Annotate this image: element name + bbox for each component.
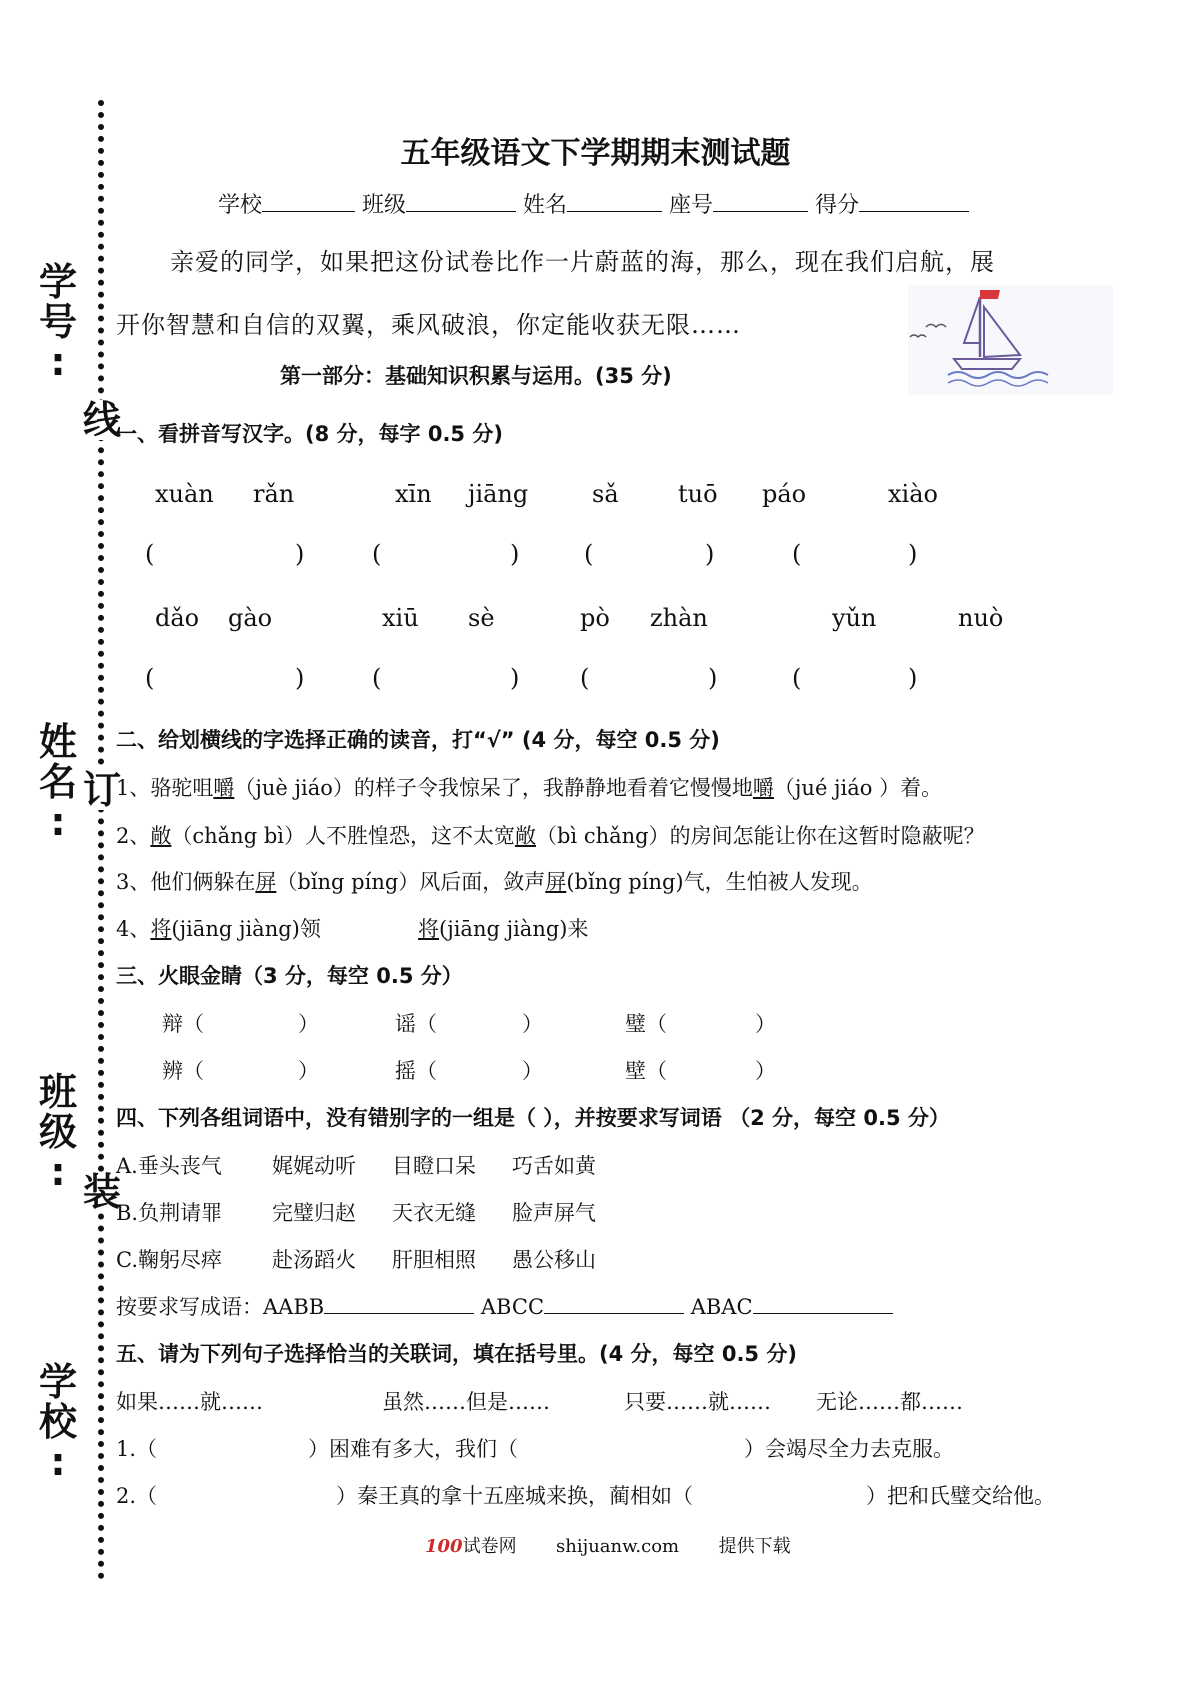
q2-sentence-2 (116, 820, 985, 850)
q2-s4-underlined-2: 将 (418, 917, 439, 941)
q1-paren-close: ) (510, 540, 520, 568)
footer-url: shijuanw.com (556, 1536, 680, 1557)
q3-item-1: 辩（ (162, 1012, 204, 1036)
q4-option-b-1: B.负荆请罪 (116, 1201, 223, 1225)
field-school-label: 学校 (218, 193, 263, 218)
q2-s1-underlined-2: 嚼 (752, 776, 774, 800)
q1-pinyin-3: xīn (395, 480, 432, 508)
q1-pinyin-12: sè (468, 604, 495, 632)
q4-option-a-2: 娓娓动听 (272, 1154, 356, 1178)
q4-option-b-2: 完璧归赵 (272, 1201, 356, 1225)
q3-close: ） (298, 1012, 319, 1036)
sailboat-illustration (908, 285, 1113, 395)
side-mark-bind: 订 (82, 768, 121, 812)
field-score-blank[interactable] (859, 210, 969, 212)
q4-option-c-3: 肝胆相照 (392, 1248, 476, 1272)
q2-title: 二、给划横线的字选择正确的读音，打“√” (4 分，每空 0.5 分) (116, 728, 720, 752)
q4-option-c-2: 赴汤蹈火 (272, 1248, 356, 1272)
q2-s2-text-c: （bì chǎng）的房间怎能让你在这暂时隐蔽呢？ (535, 824, 985, 848)
q1-paren-close: ) (705, 540, 715, 568)
q3-close: ） (298, 1059, 319, 1083)
q5-option-2: 虽然……但是…… (382, 1390, 550, 1414)
q3-item-5: 摇（ (395, 1059, 437, 1083)
side-label-school: 学 校 : (38, 1360, 77, 1484)
q5-s2-c: ）把和氏璧交给他。 (866, 1484, 1055, 1508)
q3-close: ） (522, 1012, 543, 1036)
q1-paren-open: ( (372, 664, 382, 692)
q1-pinyin-9: dǎo (155, 604, 200, 632)
q1-pinyin-5: sǎ (592, 480, 619, 508)
q3-close: ） (755, 1012, 776, 1036)
field-score-label: 得分 (815, 193, 860, 218)
q1-paren-open: ( (792, 664, 802, 692)
side-mark-line: 线 (82, 398, 121, 442)
q1-paren-close: ) (295, 664, 305, 692)
q4-write-line (116, 1291, 893, 1321)
intro-line-1: 亲爱的同学，如果把这份试卷比作一片蔚蓝的海，那么，现在我们启航，展 (170, 248, 995, 276)
q2-s4-text-c: (jiāng jiàng)来 (439, 917, 589, 941)
side-mark-mount: 装 (82, 1170, 121, 1214)
q1-pinyin-7: páo (762, 480, 807, 508)
q2-s3-text-c: (bǐng píng)气，生怕被人发现。 (566, 870, 873, 894)
q5-title: 五、请为下列句子选择恰当的关联词，填在括号里。(4 分，每空 0.5 分) (116, 1342, 797, 1366)
header-fields (218, 188, 969, 219)
q1-pinyin-10: gào (228, 604, 273, 632)
footer-site: 试卷网 (462, 1536, 517, 1557)
q1-pinyin-16: nuò (958, 604, 1004, 632)
q4-option-a-1: A.垂头丧气 (116, 1154, 222, 1178)
field-seat-label: 座号 (669, 193, 714, 218)
q4-option-c-4: 愚公移山 (512, 1248, 596, 1272)
side-label-class: 班 级 : (38, 1070, 77, 1194)
field-name-label: 姓名 (523, 193, 568, 218)
q2-s1-text-b: （juè jiáo）的样子令我惊呆了，我静静地看着它慢慢地 (234, 776, 753, 800)
q5-option-1: 如果……就…… (116, 1390, 263, 1414)
q2-s4-text-a: 4、 (116, 917, 151, 941)
q2-s1-text-a: 1、骆驼咀 (116, 776, 214, 800)
q1-paren-open: ( (580, 664, 590, 692)
q4-option-a-4: 巧舌如黄 (512, 1154, 596, 1178)
intro-line-2: 开你智慧和自信的双翼，乘风破浪，你定能收获无限…… (116, 311, 741, 339)
q2-s4-text-b: (jiāng jiàng)领 (171, 917, 321, 941)
q4-option-a-3: 目瞪口呆 (392, 1154, 476, 1178)
q1-paren-close: ) (908, 664, 918, 692)
q2-sentence-3 (116, 866, 873, 896)
q2-sentence-1 (116, 772, 942, 802)
q1-paren-open: ( (792, 540, 802, 568)
q5-s2-a: 2.（ (116, 1484, 158, 1508)
q2-s2-text-a: 2、 (116, 824, 151, 848)
q1-pinyin-1: xuàn (155, 480, 214, 508)
q2-s2-underlined-2: 敞 (514, 824, 536, 848)
q4-aabb-blank[interactable] (324, 1312, 474, 1314)
q1-paren-close: ) (510, 664, 520, 692)
q3-close: ） (755, 1059, 776, 1083)
q3-item-3: 璧（ (625, 1012, 667, 1036)
q5-option-3: 只要……就…… (624, 1390, 771, 1414)
footer-logo: 100 (425, 1536, 463, 1557)
q1-paren-open: ( (145, 540, 155, 568)
q4-abac-blank[interactable] (753, 1312, 893, 1314)
q3-item-4: 辨（ (162, 1059, 204, 1083)
footer (425, 1532, 791, 1558)
q2-s2-underlined-1: 敞 (150, 824, 172, 848)
q1-pinyin-15: yǔn (832, 604, 877, 632)
q1-paren-open: ( (145, 664, 155, 692)
q2-s3-text-b: （bǐng píng）风后面，敛声 (276, 870, 546, 894)
q3-item-6: 壁（ (625, 1059, 667, 1083)
field-seat-blank[interactable] (713, 210, 808, 212)
q4-option-b-4: 脸声屏气 (512, 1201, 596, 1225)
q5-s1-b: ）困难有多大，我们（ (308, 1437, 518, 1461)
side-label-name: 姓 名 : (38, 720, 77, 844)
q1-pinyin-8: xiào (888, 480, 938, 508)
q3-item-2: 谣（ (395, 1012, 437, 1036)
q4-option-b-3: 天衣无缝 (392, 1201, 476, 1225)
q4-option-c-1: C.鞠躬尽瘁 (116, 1248, 222, 1272)
q5-s1-a: 1.（ (116, 1437, 158, 1461)
q4-title: 四、下列各组词语中，没有错别字的一组是（ ），并按要求写词语 （2 分，每空 0.5 分） (116, 1106, 950, 1130)
q1-pinyin-13: pò (580, 604, 610, 632)
page-title: 五年级语文下学期期末测试题 (400, 136, 791, 171)
field-class-label: 班级 (362, 193, 407, 218)
q1-pinyin-2: rǎn (253, 480, 295, 508)
q1-pinyin-4: jiāng (468, 480, 529, 508)
side-label-student-no: 学 号 : (38, 260, 77, 384)
field-school-blank[interactable] (262, 210, 355, 212)
q1-title: 一、看拼音写汉字。(8 分，每字 0.5 分) (116, 422, 503, 446)
q1-pinyin-14: zhàn (650, 604, 708, 632)
q1-pinyin-6: tuō (678, 480, 718, 508)
q2-s3-text-a: 3、他们俩躲在 (116, 870, 256, 894)
q1-paren-close: ) (708, 664, 718, 692)
q5-option-4: 无论……都…… (816, 1390, 963, 1414)
q3-title: 三、火眼金睛（3 分，每空 0.5 分） (116, 964, 463, 988)
q2-s4-underlined-1: 将 (150, 917, 172, 941)
q2-s2-text-b: （chǎng bì）人不胜惶恐，这不太宽 (171, 824, 515, 848)
q2-sentence-4 (116, 913, 321, 943)
q1-paren-close: ) (295, 540, 305, 568)
q4-aabb-label: 按要求写成语：AABB (116, 1295, 325, 1319)
q2-s1-text-c: （jué jiáo ）着。 (773, 776, 943, 800)
q4-abcc-blank[interactable] (544, 1312, 684, 1314)
q4-abac-label: ABAC (690, 1295, 753, 1319)
q5-s1-c: ）会竭尽全力去克服。 (744, 1437, 954, 1461)
q1-paren-open: ( (372, 540, 382, 568)
footer-note: 提供下载 (718, 1536, 791, 1557)
q4-abcc-label: ABCC (480, 1295, 545, 1319)
field-class-blank[interactable] (406, 210, 516, 212)
q1-paren-open: ( (584, 540, 594, 568)
q1-paren-close: ) (908, 540, 918, 568)
q2-s3-underlined-1: 屏 (255, 870, 277, 894)
q5-s2-b: ）秦王真的拿十五座城来换，蔺相如（ (336, 1484, 693, 1508)
binding-dotted-line (98, 100, 104, 1580)
q1-pinyin-11: xiū (382, 604, 419, 632)
part1-heading: 第一部分：基础知识积累与运用。(35 分) (280, 364, 672, 388)
q2-s3-underlined-2: 屏 (545, 870, 567, 894)
q3-close: ） (522, 1059, 543, 1083)
field-name-blank[interactable] (567, 210, 662, 212)
q2-sentence-4b (418, 913, 589, 943)
q2-s1-underlined-1: 嚼 (213, 776, 235, 800)
